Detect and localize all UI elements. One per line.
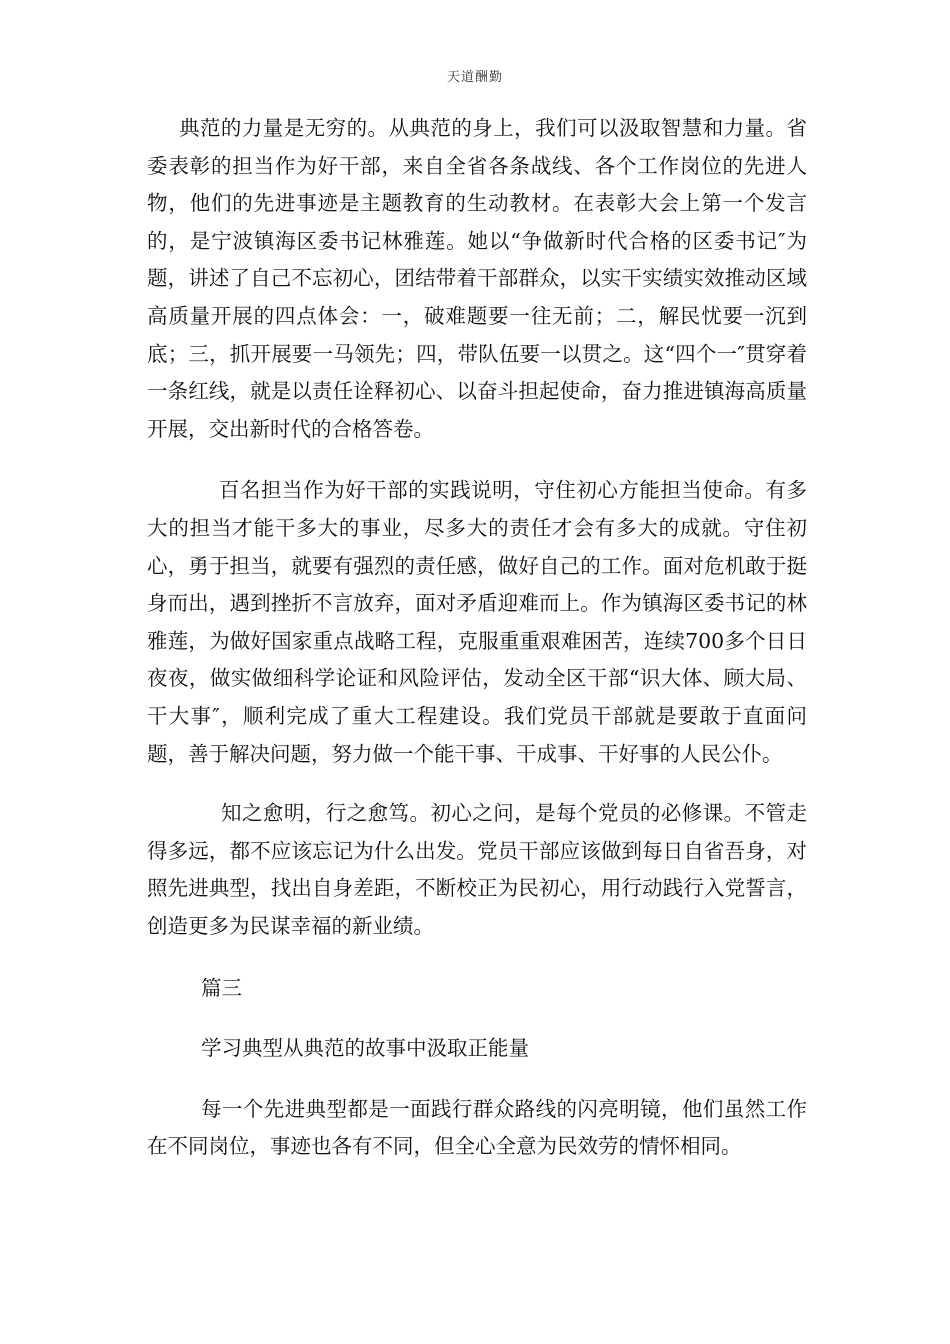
paragraph-3: 知之愈明，行之愈笃。初心之问，是每个党员的必修课。不管走得多远，都不应该忘记为什么出发。党员干部应该做到每日自省吾身，对照先进典型，找出自身差距，不断校正为民初心，用行动践行入党誓言，创造更多为民谋幸福的新业绩。	[147, 801, 807, 938]
section-label: 篇三	[201, 976, 242, 1001]
paragraph-4: 每一个先进典型都是一面践行群众路线的闪亮明镜，他们虽然工作在不同岗位，事迹也各有不同，但全心全意为民效劳的情怀相同。	[147, 1096, 807, 1159]
page-header: 天道酬勤	[446, 70, 503, 85]
document-body	[147, 110, 807, 1166]
paragraph-1: 典范的力量是无穷的。从典范的身上，我们可以汲取智慧和力量。省委表彰的担当作为好干部，来自全省各条战线、各个工作岗位的先进人物，他们的先进事迹是主题教育的生动教材。在表彰大会上第一个发言的，是宁波镇海区委书记林雅莲。她以“争做新时代合格的区委书记″为题，讲述了自己不忘初心，团结带着干部群众，以实干实绩实效推动区域高质量开展的四点体会：一，破难题要一往无前；二，解民忧要一沉到底；三，抓开展要一马领先；四，带队伍要一以贯之。这“四个一″贯穿着一条红线，就是以责任诠释初心、以奋斗担起使命，奋力推进镇海高质量开展，交出新时代的合格答卷。	[147, 116, 807, 441]
section-title: 学习典型从典范的故事中汲取正能量	[201, 1036, 529, 1061]
paragraph-2: 百名担当作为好干部的实践说明，守住初心方能担当使命。有多大的担当才能干多大的事业，尽多大的责任才会有多大的成就。守住初心，勇于担当，就要有强烈的责任感，做好自己的工作。面对危机敢于挺身而出，遇到挫折不言放弃，面对矛盾迎难而上。作为镇海区委书记的林雅莲，为做好国家重点战略工程，克服重重艰难困苦，连续700多个日日夜夜，做实做细科学论证和风险评估，发动全区干部“识大体、顾大局、干大事″，顺利完成了重大工程建设。我们党员干部就是要敢于直面问题，善于解决问题，努力做一个能干事、干成事、干好事的人民公仆。	[147, 478, 807, 766]
